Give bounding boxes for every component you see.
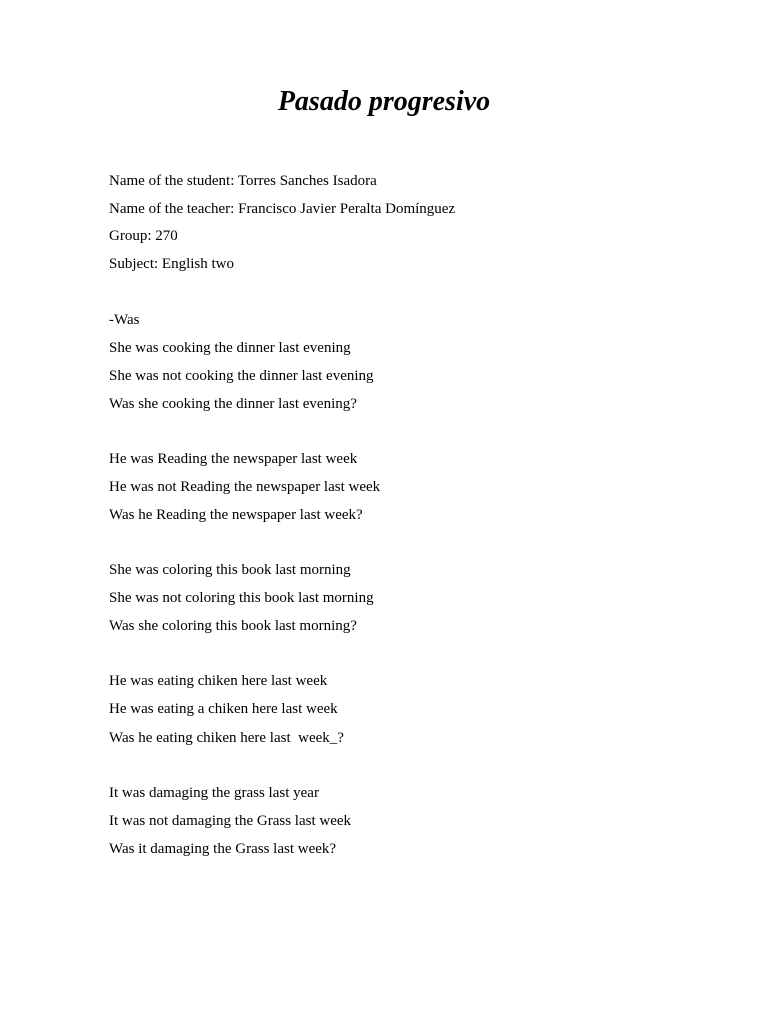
- document-title: Pasado progresivo: [277, 86, 491, 117]
- sentence-question: Was she cooking the dinner last evening?: [109, 396, 357, 412]
- student-name: Name of the student: Torres Sanches Isadora: [109, 173, 377, 189]
- sentence-question: Was he Reading the newspaper last week?: [109, 507, 363, 523]
- sentence-negative: She was not coloring this book last morning: [109, 590, 374, 606]
- sentence-affirmative: It was damaging the grass last year: [109, 785, 319, 801]
- sentence-affirmative: He was eating chiken here last week: [109, 673, 328, 689]
- section-label: -Was: [109, 312, 140, 328]
- sentence-affirmative: She was coloring this book last morning: [109, 562, 351, 578]
- teacher-name: Name of the teacher: Francisco Javier Peralta Domínguez: [109, 201, 456, 217]
- sentence-negative: He was not Reading the newspaper last week: [109, 479, 381, 495]
- sentence-affirmative: He was Reading the newspaper last week: [109, 451, 358, 467]
- subject-name: Subject: English two: [109, 256, 234, 272]
- sentence-question: Was he eating chiken here last week_?: [109, 730, 344, 746]
- sentence-negative: He was eating a chiken here last week: [109, 701, 338, 717]
- sentence-affirmative: She was cooking the dinner last evening: [109, 340, 351, 356]
- sentence-question: Was she coloring this book last morning?: [109, 618, 357, 634]
- sentence-negative: It was not damaging the Grass last week: [109, 813, 352, 829]
- sentence-question: Was it damaging the Grass last week?: [109, 841, 337, 857]
- group-number: Group: 270: [109, 228, 178, 244]
- sentence-negative: She was not cooking the dinner last evening: [109, 368, 374, 384]
